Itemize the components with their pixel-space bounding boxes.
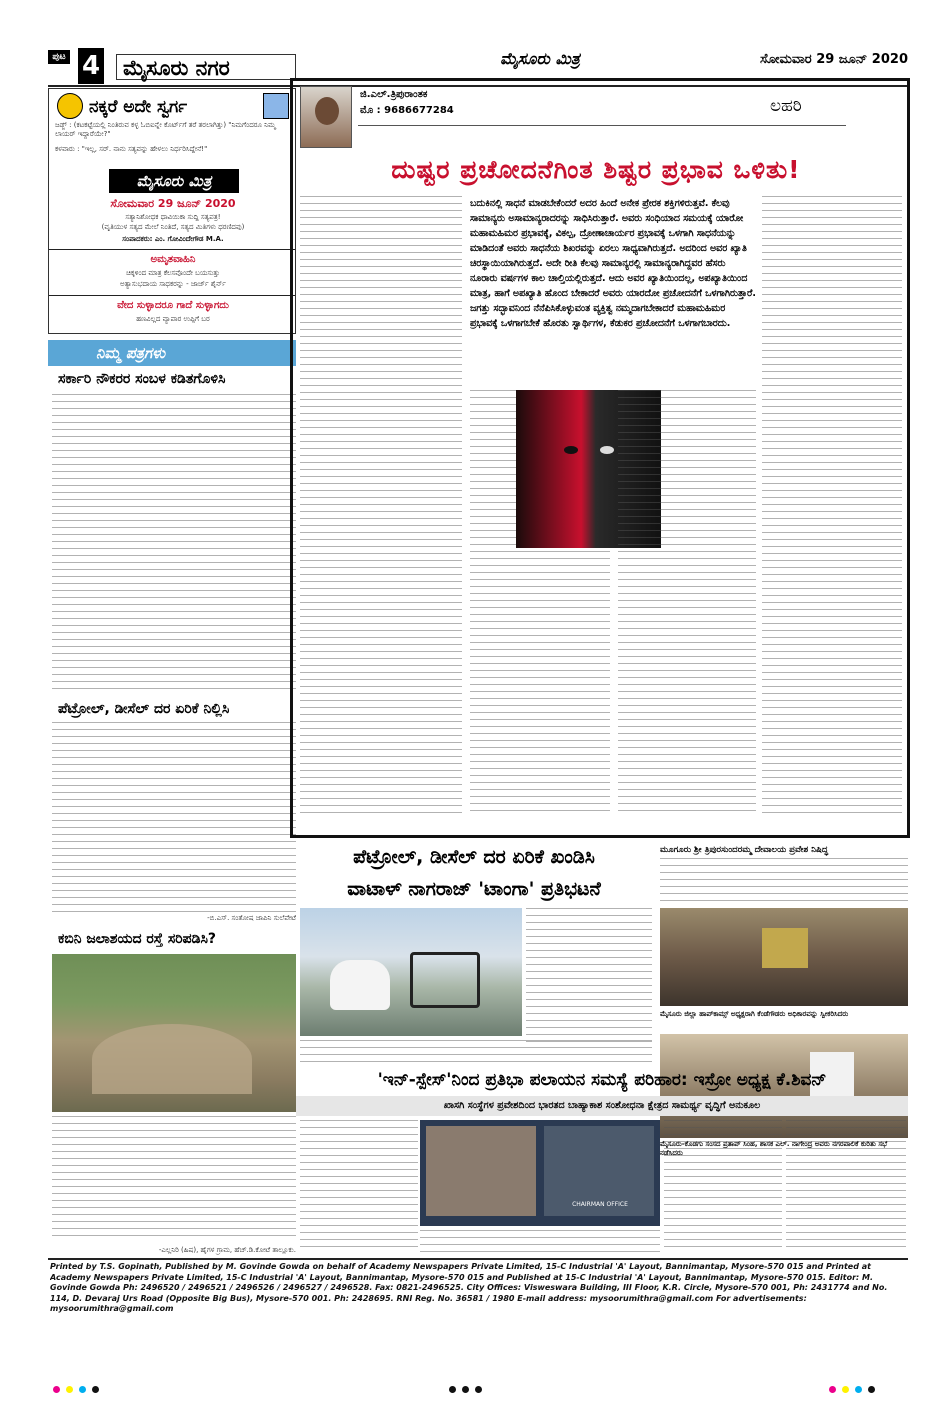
isro-col-1 (300, 1120, 418, 1250)
cyan-dot (79, 1386, 86, 1393)
yellow-dot (842, 1386, 849, 1393)
screen-label: CHAIRMAN OFFICE (572, 1201, 628, 1208)
isro-subhead: ಖಾಸಗಿ ಸಂಸ್ಥೆಗಳ ಪ್ರವೇಶದಿಂದ ಭಾರತದ ಬಾಹ್ಯಾಕಾಶ ಸಂಶೋಧನಾ ಕ್ಷೇತ್ರದ ಸಾಮರ್ಥ್ಯ ವೃದ್ಧಿಗೆ ಅನುಕೂಲ (443, 1100, 761, 1111)
portrait-frame (762, 928, 808, 968)
laughing-face-icon (57, 93, 83, 119)
masthead-logo: ಮೈಸೂರು ಮಿತ್ರ (500, 49, 580, 68)
isro-body-under-photo (420, 1230, 660, 1252)
paper-tag-1: ಸತ್ಯಾನಿಶೋಧಕ ಧಾವಿಯಿಕಾ ಸುದ್ದಿ ಸತ್ಯಪತ್ರ! (125, 213, 221, 221)
letter-3-title: ಕಬಿನಿ ಜಲಾಶಯದ ರಸ್ತೆ ಸರಿಪಡಿಸಿ? (58, 931, 217, 947)
lahari-lead: ಬದುಕಿನಲ್ಲಿ ಸಾಧನೆ ಮಾಡಬೇಕೆಂದರೆ ಅದರ ಹಿಂದೆ ಅನೇಕ ಪ್ರೇರಕ ಶಕ್ತಿಗಳಿರುತ್ತವೆ. ಕೆಲವು ಸಾಮಾನ್ಯರು ಅಸಾಮಾನ್ಯರಾದರನ್ನು ಸಾಧಿಸಿರುತ್ತಾರೆ. ಅವರು ಸಂಧಿಯಾದ ಸಮಯಕ್ಕೆ ಯಾರೋ ಮಹಾಮಹಿಮರ ಪ್ರಭಾವಕ್ಕೆ, ವಿಕಲ್ಪ, ದ್ರೋಣಾಚಾರ್ಯರ ಪ್ರಭಾವಕ್ಕೆ ಒಳಗಾಗಿ ಸಾಧನೆಯನ್ನು ಮಾಡಿದಂತೆ ಅವರು ಸಾಧನೆಯ ಶಿಖರವನ್ನು ಏರಲು ಸಾಧ್ಯವಾಗಿರುತ್ತದೆ. ಅದರಿಂದ ಅವರ ಖ್ಯಾತಿ ಚಿರಸ್ಥಾಯಿಯಾಗಿರುತ್ತದೆ. ಅದೇ ರೀತಿ ಕೆಲವು ಸಾಮಾನ್ಯರಲ್ಲಿ ಸಾಮಾನ್ಯರಾಗಿದ್ದವರ ಹೆಸರು ನೂರಾರು ವರ್ಷಗಳ ಕಾಲ ಚಾಲ್ತಿಯಲ್ಲಿರುತ್ತದೆ. ಆದು ಅವರ ಖ್ಯಾತಿಯಿಂದಲ್ಲ, ಅಪಖ್ಯಾತಿಯಿಂದ ಮಾತ್ರ, ಹಾಗೆ ಅಪಖ್ಯಾತಿ ಹೊಂದ ಬೇಕಾದರೆ ಅವರು ಯಾರದೋ ಪ್ರಚೋದನೆಗೆ ಒಳಗಾಗಿರುತ್ತಾರೆ. ಜಗತ್ತು ಸದ್ಭಾವನಿಂದ ನೆನೆಪಿಸಿಕೊಳ್ಳುವಂತ ವ್ಯಕ್ತಿತ್ವ ನಮ್ಮದಾಗಬೇಕಾದರೆ ಮಹಾಮಹಿಮರ ಪ್ರಭಾವಕ್ಕೆ ಒಳಗಾಗಬೇಕೆ ಹೊರತು ಸ್ವಾರ್ಥಿಗಳ, ಕೆಡುಕರ ಪ್ರಚೋದನೆಗೆ ಒಳಗಾಗಬಾರದು. (470, 198, 756, 329)
paper-date: ಸೋಮವಾರ 29 ಜೂನ್ 2020 (110, 197, 236, 210)
letter-1-title: ಸರ್ಕಾರಿ ನೌಕರರ ಸಂಬಳ ಕಡಿತಗೊಳಿಸಿ (58, 371, 226, 387)
proverb-line-1: ವೇದ ಸುಳ್ಳಾದರೂ ಗಾದೆ ಸುಳ್ಳಾಗದು (117, 300, 229, 311)
cartoon-icon (263, 93, 289, 119)
section-title: ಮೈಸೂರು ನಗರ (116, 54, 296, 80)
letters-banner: ನಿಮ್ಮ ಪತ್ರಗಳು (96, 344, 166, 362)
lahari-col-1 (300, 196, 462, 816)
letter-2-signature: -ಬಿ.ಎಸ್. ಸಂತೋಷ ಜಾಪಿನಿ ಸುಲೆಪೇಟೆ (207, 914, 296, 922)
letter-1-body (52, 394, 296, 694)
road-photo (52, 954, 296, 1112)
magenta-dot (829, 1386, 836, 1393)
letter-3-body (52, 1116, 296, 1242)
author-photo (300, 86, 352, 148)
meeting-caption: ಮೈಸೂರು-ಕೊಡಗು ಸಂಸದ ಪ್ರತಾಪ್ ಸಿಂಹ, ಶಾಸಕ ಎಲ್. ನಾಗೇಂದ್ರ ಅವರು ನಗರಪಾಲಿಕೆ ಕುರಿತು ಸಭೆ ನಡೆಸಿದರು (660, 1140, 888, 1157)
amrutha-title: ಅಮೃತವಾಹಿನಿ (150, 254, 196, 265)
amrutha-line-2: ಅತ್ಯಾಸುಭದಾಯ ಸಾಧಕರನ್ನು - ಜಾರ್ಜ್‌ ಶೈರ್ನ್ (120, 280, 226, 288)
letter-2-title: ಪೆಟ್ರೋಲ್, ಡೀಸೆಲ್ ದರ ಏರಿಕೆ ನಿಲ್ಲಿಸಿ (58, 701, 230, 717)
petrol-headline-2: ವಾಟಾಳ್ ನಾಗರಾಜ್ 'ಟಾಂಗಾ' ಪ್ರತಿಭಟನೆ (347, 878, 601, 900)
carriage (410, 952, 480, 1008)
imprint: Printed by T.S. Gopinath, Published by M. Govinde Gowda on behalf of Academy Newspapers Private Limited, 15-C Industrial 'A' Layout, Bannimantap, Mysore-570 015 and Printed at Academy Newspapers Private Limited, 15-C Industrial 'A' Layout, Bannimantap, Mysore-570 015 and Published at 15-C Industrial 'A' Layout, Bannimantap, Mysore-570 015. Editor: M. Govinde Gowda Ph: 2496520 / 2496521 / 2496526 / 2496527 / 2496528. Fax: 0821-2496525. City Offices: Visweswara Building, III Floor, K.R. Circle, Mysore-570 001, Ph: 2431774 and No. 114, D. Devaraj Urs Road (Opposite Big Bus), Mysore-570 001. Ph: 2428695. RNI Reg. No. 36581 / 1980 E-mail address: mysoorumithra@gmail.com For advertisements: mysoorumithra@gmail.com (50, 1262, 888, 1313)
joke-title: ನಕ್ಕರೆ ಅದೇ ಸ್ವರ್ಗ (89, 97, 188, 117)
black-dot (868, 1386, 875, 1393)
joke-line-2: ಕಳವಾರು : "ಇಲ್ಲ, ಸರ್. ನಾನು ಸತ್ಯವನ್ನು ಹೇಳಲು ನಿರ್ಧರಿಸಿದ್ದೇನೆ!" (55, 145, 208, 153)
paper-name: ಮೈಸೂರು ಮಿತ್ರ (109, 169, 239, 193)
temple-body (660, 858, 908, 906)
sidebar-box (48, 88, 296, 334)
joke-line-1: ಜಡ್ಜ್ : (ಕಟಕಟ್ಟೆಯಲ್ಲಿ ನಿಂತಿರುವ ಕಳ್ಳ ಓಬಿಐನ್ನೇ ಕೊರ್ಟ್‌ಗೆ ತರೆ ತರಲಾಗಿತ್ತು) "ನಿಮಗೆಂದರೂ ನಿಮ್ಮ ಲಾಯರ್ ಇದ್ದಾರೆಯೇ?" (55, 121, 276, 138)
divider (49, 295, 295, 296)
petrol-headline-1: ಪೆಟ್ರೋಲ್, ಡೀಸೆಲ್ ದರ ಏರಿಕೆ ಖಂಡಿಸಿ (353, 846, 595, 868)
isro-headline: 'ಇನ್-ಸ್ಪೇಸ್'ನಿಂದ ಪ್ರತಿಭಾ ಪಲಾಯನ ಸಮಸ್ಯೆ ಪರಿಹಾರ: ಇಸ್ರೋ ಅಧ್ಯಕ್ಷ ಕೆ.ಶಿವನ್ (377, 1070, 827, 1090)
letter-2-body (52, 722, 296, 912)
divider (49, 249, 295, 250)
left-eye (564, 446, 578, 454)
isro-col-3 (664, 1120, 782, 1250)
magenta-dot (53, 1386, 60, 1393)
right-eye (600, 446, 614, 454)
tonga-photo (300, 908, 522, 1036)
registration-marks (50, 1378, 130, 1388)
cyan-dot (855, 1386, 862, 1393)
author-mobile: ಮೊ : 9686677284 (360, 105, 454, 116)
isro-col-4 (786, 1120, 906, 1250)
temple-headline: ಮೂಗೂರು ಶ್ರೀ ತ್ರಿಪುರಸುಂದರಮ್ಮ ದೇವಾಲಯ ಪ್ರವೇಶ ನಿಷಿದ್ಧ (660, 845, 829, 855)
footer-rule (48, 1258, 908, 1260)
letter-3-signature: -ಎಲ್ಲನಿರಿ (ಹಿಷ), ಹೈಗಳ ಗ್ರಾಮ, ಹೆಚ್.ಡಿ.ಕೋಟೆ ತಾಲ್ಲೂಕು. (158, 1246, 296, 1254)
author-face (315, 97, 339, 125)
yellow-dot (66, 1386, 73, 1393)
lahari-col-4 (762, 196, 902, 816)
black-dot (475, 1386, 482, 1393)
black-dot (449, 1386, 456, 1393)
proverb-line-2: ಹಣವಿಲ್ಲದ ವ್ಯಾಪಾರ ಉಪ್ಪಿಗೆ ಬರ (136, 315, 210, 323)
lahari-headline: ದುಷ್ಟರ ಪ್ರಚೋದನೆಗಿಂತ ಶಿಷ್ಟರ ಪ್ರಭಾವ ಒಳಿತು! (391, 155, 801, 184)
white-horse (330, 960, 390, 1010)
page-number: 4 (78, 48, 104, 84)
petrol-body-bottom (300, 1040, 652, 1062)
hopcoms-photo (660, 908, 908, 1006)
road-surface (92, 1024, 252, 1094)
issue-date: ಸೋಮವಾರ 29 ಜೂನ್ 2020 (760, 52, 908, 67)
editor-line: ಸಂಪಾದಕರು: ಎಂ. ಗೋವಿಂದೇಗೌಡ M.A. (122, 235, 224, 243)
black-dot (92, 1386, 99, 1393)
page-label: ಪುಟ (48, 50, 70, 64)
author-name: ಜಿ.ಎಲ್.ತ್ರಿಪುರಾಂತಕ (360, 89, 428, 100)
amrutha-line-1: ಚಿಕ್ಕಳಿಂದ ಮಾತ್ರ ಕೆಲಸವೊಂದೇ ಬಯಸುತ್ತು (126, 269, 220, 277)
registration-marks-right (826, 1378, 906, 1388)
lahari-col-3 (618, 390, 756, 816)
video-call-photo (420, 1120, 660, 1226)
speaker-tile (426, 1126, 536, 1216)
petrol-body-right (526, 908, 652, 1044)
black-dot (462, 1386, 469, 1393)
registration-marks-center (446, 1378, 526, 1388)
lahari-label: ಲಹರಿ (770, 96, 802, 116)
paper-tag-2: (ವೃತಿಯುಳ ಸತ್ಯದ ಮೇಲೆ ನಿಂತಿದೆ, ಸತ್ಯದ ಮಿತಿಗಳು ಧರಣಿದವು) (101, 223, 245, 231)
hopcoms-caption: ಮೈಸೂರು ಜಿಲ್ಲಾ ಹಾಪ್‌ಕಾಮ್ಸ್ ಅಧ್ಯಕ್ಷರಾಗಿ ಕೆಂಡೆಗೌಡರು ಅಧಿಕಾರವನ್ನು ಸ್ವೀಕರಿಸಿದರು (660, 1010, 849, 1018)
